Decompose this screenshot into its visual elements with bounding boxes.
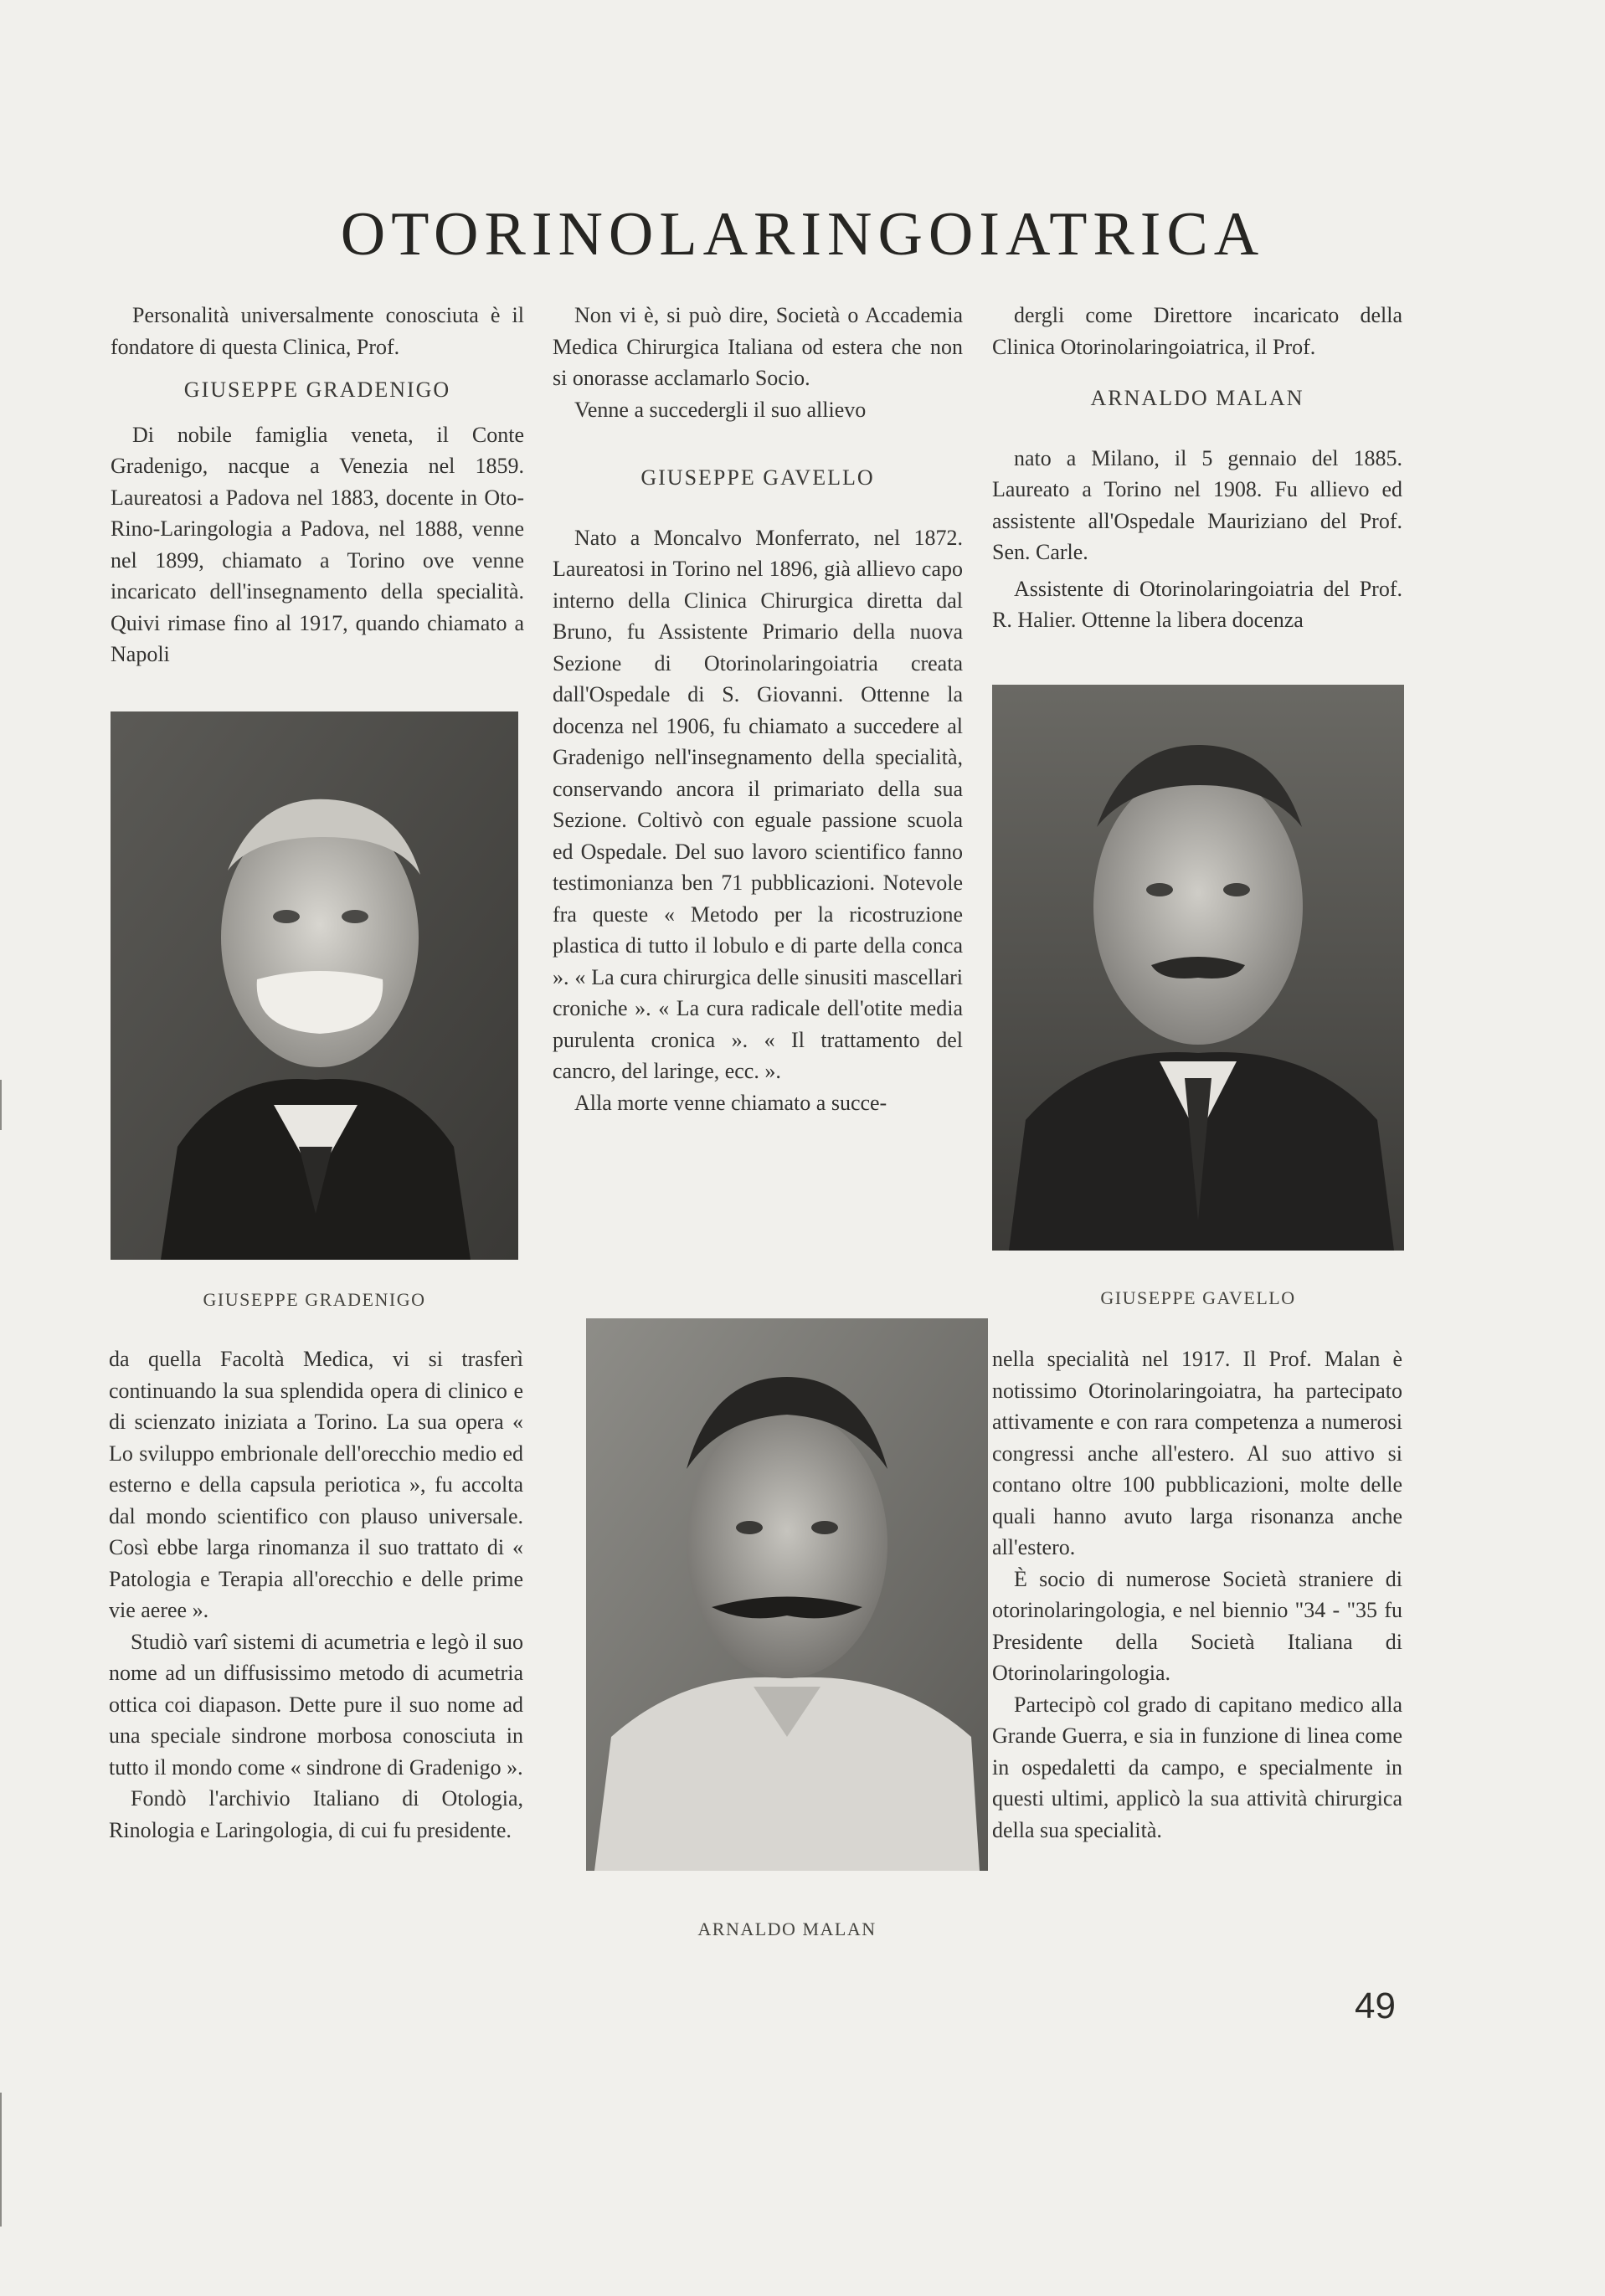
column-1-bottom-text (109, 1343, 523, 1846)
paragraph: Assistente di Otorinolaringoiatria del Prof. R. Halier. Ottenne la libera docenza (992, 576, 1402, 632)
column-2-top-text (553, 300, 963, 1118)
portrait-photo-gavello (992, 685, 1404, 1251)
caption-gavello: GIUSEPPE GAVELLO (1100, 1287, 1296, 1308)
section-name-malan: ARNALDO MALAN (1090, 386, 1304, 410)
portrait-photo-malan (586, 1318, 988, 1871)
portrait-photo-gradenigo (111, 711, 518, 1260)
paragraph: Di nobile famiglia veneta, il Conte Gradenigo, nacque a Venezia nel 1859. Laureatosi a Padova nel 1883, docente in Oto-Rino-Laringologia a Padova, nel 1888, venne nel 1899, chiamato a Torino ove venne incaricato dell'insegnamento della specialità. Quivi rimase fino al 1917, quando chiamato a Napoli (111, 422, 524, 666)
paragraph: È socio di numerose Società straniere di otorinolaringologia, e nel biennio "34 - "35 fu Presidente della Società Italiana di Otorinolaringologia. (992, 1566, 1402, 1685)
paragraph: nato a Milano, il 5 gennaio del 1885. Laureato a Torino nel 1908. Fu allievo ed assistente all'Ospedale Mauriziano del Prof. Sen. Carle. (992, 445, 1402, 564)
scan-margin-line (0, 1080, 2, 1130)
paragraph: Studiò varî sistemi di acumetria e legò il suo nome ad un diffusissimo metodo di acumetria ottica coi diapason. Dette pure il suo nome ad una speciale sindrone morbosa conosciuta in tutto il mondo come « sindrone di Gradenigo ». (109, 1629, 523, 1780)
section-name-gradenigo: GIUSEPPE GRADENIGO (183, 378, 451, 402)
caption-gradenigo: GIUSEPPE GRADENIGO (203, 1289, 426, 1310)
paragraph: Partecipò col grado di capitano medico alla Grande Guerra, e sia in funzione di linea come in ospedaletti da campo, e specialmente in questi ultimi, applicò la sua attività chirurgica della sua specialità. (992, 1692, 1402, 1842)
paragraph: Fondò l'archivio Italiano di Otologia, Rinologia e Laringologia, di cui fu presidente. (109, 1786, 523, 1842)
paragraph: nella specialità nel 1917. Il Prof. Malan è notissimo Otorinolaringoiatra, ha partecipato attivamente e con rara competenza a numerosi congressi anche all'estero. Al suo attivo si contano oltre 100 pubblicazioni, molte delle quali hanno avuto larga risonanza anche all'estero. (992, 1347, 1402, 1559)
column-3-bottom-text (992, 1343, 1402, 1846)
section-name-gavello: GIUSEPPE GAVELLO (640, 465, 875, 490)
paragraph: Nato a Moncalvo Monferrato, nel 1872. Laureatosi in Torino nel 1896, già allievo capo interno della Clinica Chirurgica diretta dal Bruno, fu Assistente Primario della nuova Sezione di Otorinolaringoiatria creata dall'Ospedale di S. Giovanni. Ottenne la docenza nel 1906, fu chiamato a succedere al Gradenigo nell'insegnamento della specialità, conservando ancora il primariato della sua Sezione. Coltivò con eguale passione scuola ed Ospedale. Del suo lavoro scientifico fanno testimonianza ben 71 pubblicazioni. Notevole fra queste « Metodo per la ricostruzione plastica di tutto il lobulo e di parte della conca ». « La cura chirurgica delle sinusiti mascellari croniche ». « La cura radicale dell'otite media purulenta cronica ». « Il trattamento del cancro, del laringe, ecc. ». (553, 525, 963, 1083)
column-1-top-text (111, 300, 524, 670)
paragraph: Alla morte venne chiamato a succe- (574, 1090, 887, 1115)
paragraph: Non vi è, si può dire, Società o Accademia Medica Chirurgica Italiana od estera che non si onorasse acclamarlo Socio. (553, 303, 963, 390)
column-3-top-text (992, 300, 1402, 636)
paragraph: dergli come Direttore incaricato della Clinica Otorinolaringoiatrica, il Prof. (992, 303, 1402, 359)
paragraph: Venne a succedergli il suo allievo (574, 397, 867, 422)
scan-margin-line (0, 2093, 2, 2227)
paragraph: Personalità universalmente conosciuta è il fondatore di questa Clinica, Prof. (111, 303, 524, 359)
caption-malan: ARNALDO MALAN (697, 1918, 877, 1939)
paragraph: da quella Facoltà Medica, vi si trasferì continuando la sua splendida opera di clinico e di scienzato iniziata a Torino. La sua opera « Lo sviluppo embrionale dell'orecchio medio ed esterno e della capsula periotica », fu accolta dal mondo scientifico con plauso universale. Così ebbe larga rinomanza il suo trattato di « Patologia e Terapia all'orecchio e delle prime vie aeree ». (109, 1347, 523, 1622)
page-number: 49 (1355, 1985, 1396, 2026)
page-title: OTORINOLARINGOIATRICA (340, 200, 1265, 269)
